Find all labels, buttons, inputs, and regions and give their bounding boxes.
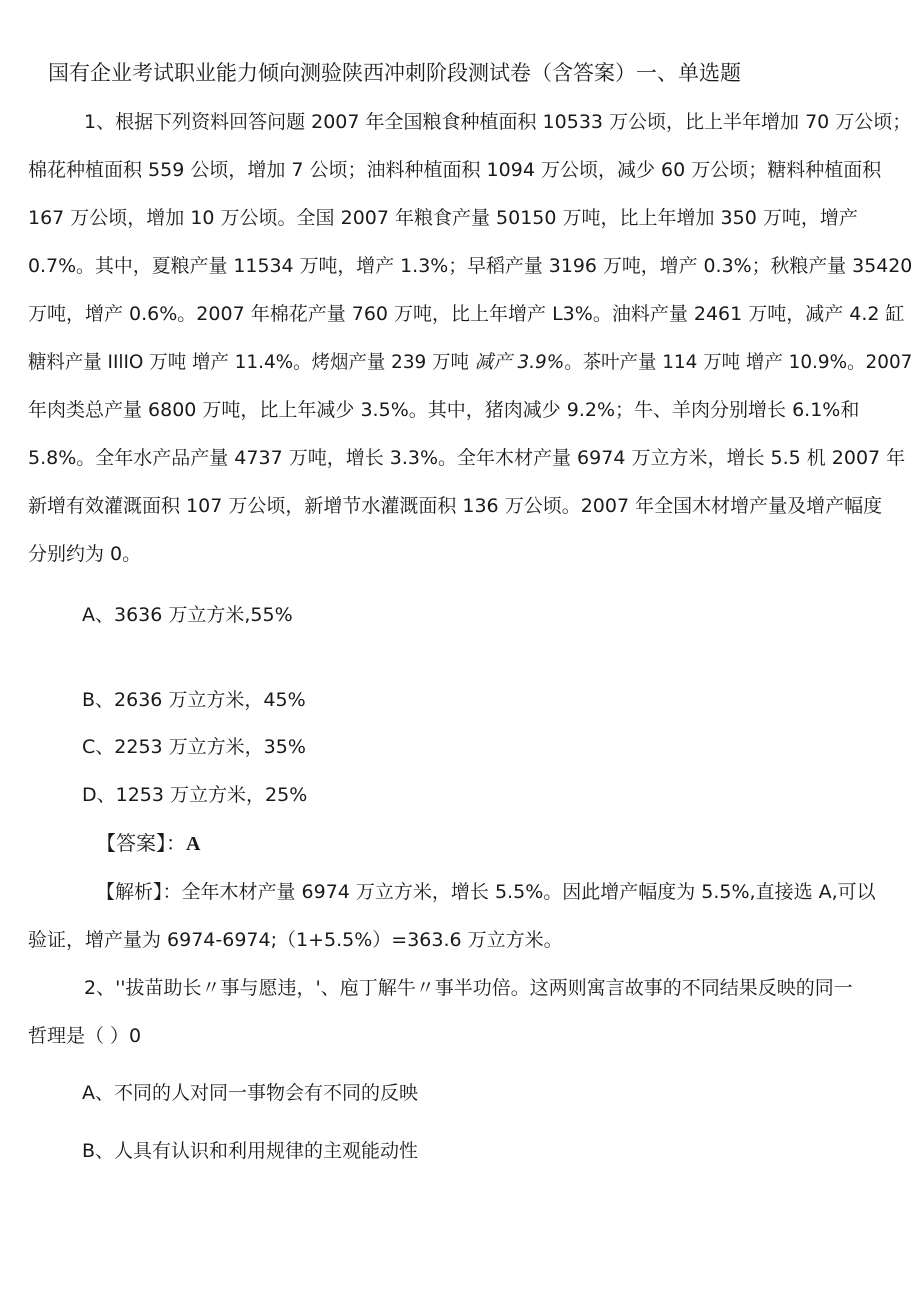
q1-option-c: C、2253 万立方米，35% (82, 736, 306, 758)
q2-line: 2、''拔苗助长〃事与愿违，'、庖丁解牛〃事半功倍。这两则寓言故事的不同结果反映的同一 (84, 977, 853, 999)
q1-analysis-line: 验证，增产量为 6974-6974;（1+5.5%）=363.6 万立方米。 (28, 929, 563, 951)
q1-line: 0.7%。其中，夏粮产量 11534 万吨，增产 1.3%；早稻产量 3196 万吨，增产 0.3%；秋粮产量 35420 (28, 255, 913, 277)
q1-line: 年肉类总产量 6800 万吨，比上年减少 3.5%。其中，猪肉减少 9.2%；牛、羊肉分别增长 6.1%和 (28, 399, 860, 421)
q1-line (28, 349, 912, 375)
q1-option-a: A、3636 万立方米,55% (82, 604, 293, 626)
q2-option-a: A、不同的人对同一事物会有不同的反映 (82, 1082, 418, 1104)
answer-label: 【答案】： (96, 831, 186, 855)
q1-line: 万吨，增产 0.6%。2007 年棉花产量 760 万吨，比上年增产 L3%。油料产量 2461 万吨，减产 4.2 缸 (28, 303, 905, 325)
q1-line: 5.8%。全年水产品产量 4737 万吨，增长 3.3%。全年木材产量 6974 万立方米，增长 5.5 机 2007 年 (28, 447, 906, 469)
q1-line: 分别约为 0。 (28, 543, 142, 565)
q1-line: 167 万公顷，增加 10 万公顷。全国 2007 年粮食产量 50150 万吨，比上年增加 350 万吨，增产 (28, 207, 858, 229)
q1-line-part: 糖料产量 IIlIO 万吨 增产 11.4%。烤烟产量 239 万吨 (28, 351, 475, 373)
q1-option-b: B、2636 万立方米，45% (82, 689, 306, 711)
answer-value: A (186, 833, 201, 855)
q1-line-part: 。茶叶产量 114 万吨 增产 10.9%。2007 (564, 351, 913, 373)
q1-line: 新增有效灌溉面积 107 万公顷，新增节水灌溉面积 136 万公顷。2007 年全国木材增产量及增产幅度 (28, 495, 883, 517)
q1-line: 1、根据下列资料回答问题 2007 年全国粮食种植面积 10533 万公顷，比上半年增加 70 万公顷； (84, 111, 912, 133)
q1-line-italic-part: 减产 3.9% (474, 351, 565, 373)
q1-answer (96, 830, 200, 857)
q1-analysis-line: 【解析】：全年木材产量 6974 万立方米，增长 5.5%。因此增产幅度为 5.5%,直接选 A,可以 (96, 881, 876, 903)
q1-line: 棉花种植面积 559 公顷，增加 7 公顷；油料种植面积 1094 万公顷，减少 60 万公顷；糖料种植面积 (28, 159, 882, 181)
q2-option-b: B、人具有认识和利用规律的主观能动性 (82, 1140, 419, 1162)
q2-line: 哲理是（ ）0 (28, 1025, 142, 1047)
document-title: 国有企业考试职业能力倾向测验陕西冲刺阶段测试卷（含答案）一、单选题 (48, 61, 741, 85)
q1-option-d: D、1253 万立方米，25% (82, 784, 308, 806)
